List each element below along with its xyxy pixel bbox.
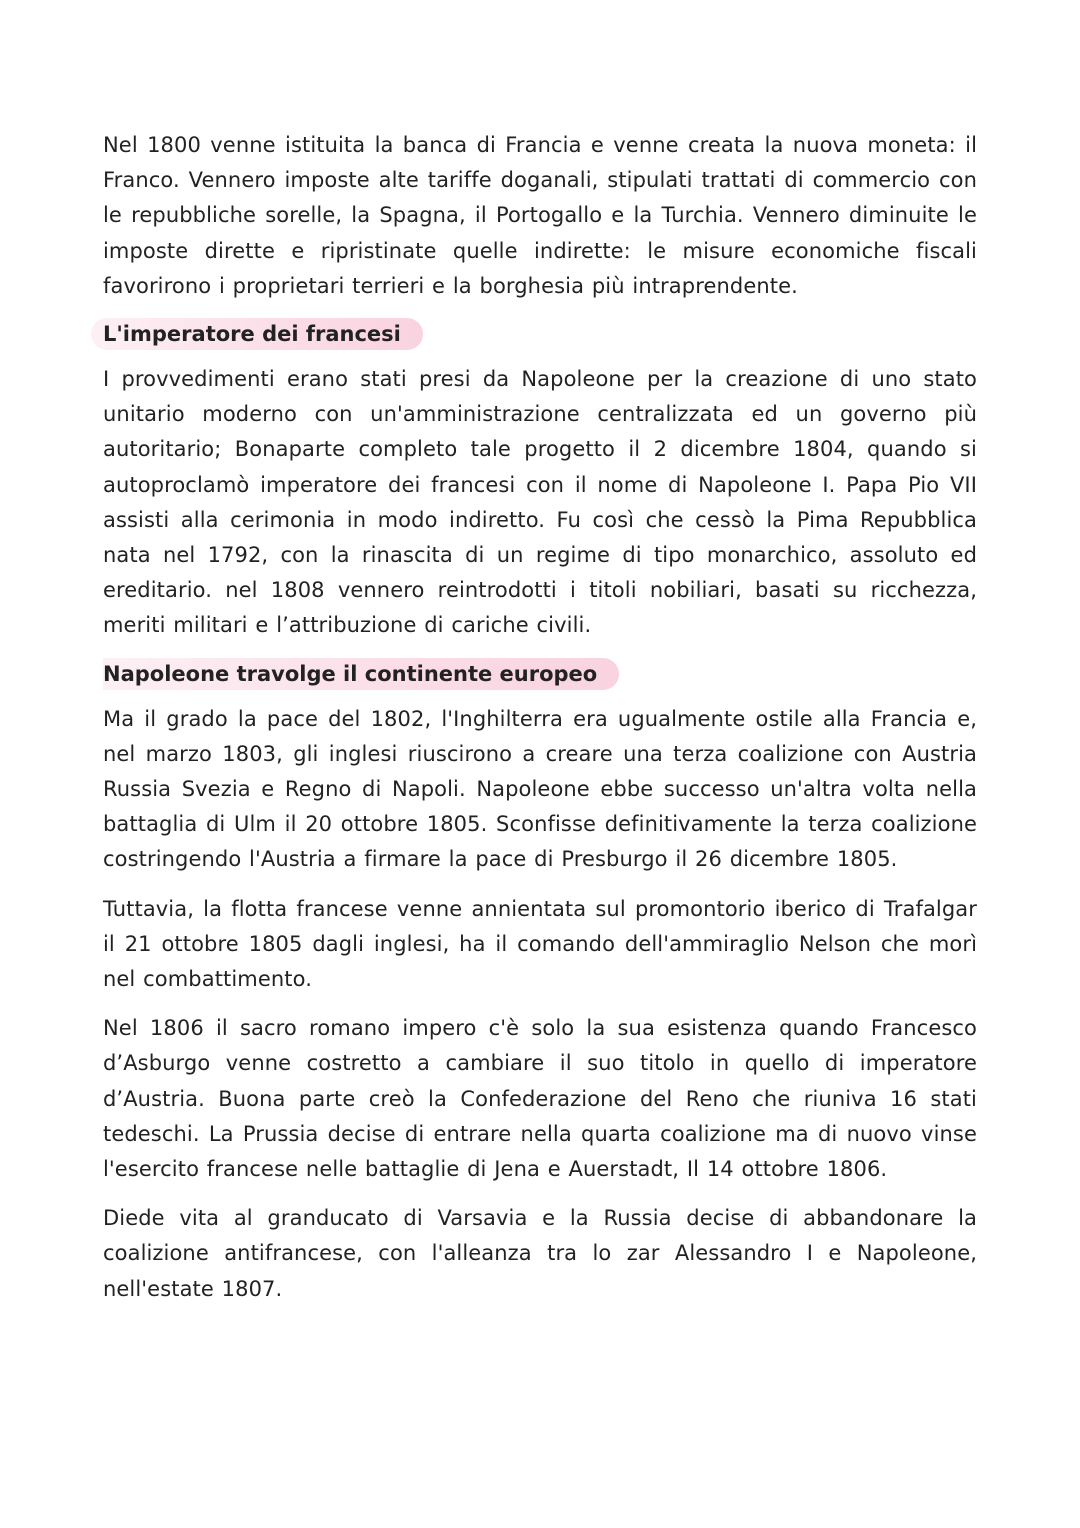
paragraph-sacro-romano-impero: Nel 1806 il sacro romano impero c'è solo la sua esistenza quando Francesco d’Asburgo venne costretto a cambiare il suo titolo in quello di imperatore d’Austria. Buona parte creò la Confederazione del Reno che riuniva 16 stati tedeschi. La Prussia decise di entrare nella quarta coalizione ma di nuovo vinse l'esercito francese nelle battaglie di Jena e Auerstadt, Il 14 ottobre 1806.: [103, 1016, 977, 1182]
section-heading-imperatore: L'imperatore dei francesi: [91, 318, 423, 350]
paragraph-trafalgar: Tuttavia, la flotta francese venne annientata sul promontorio iberico di Trafalgar il 21 ottobre 1805 dagli inglesi, ha il comando dell'ammiraglio Nelson che morì nel combattimento.: [103, 896, 977, 992]
paragraph-varsavia: Diede vita al granducato di Varsavia e la Russia decise di abbandonare la coalizione antifrancese, con l'alleanza tra lo zar Alessandro I e Napoleone, nell'estate 1807.: [103, 1206, 977, 1301]
section-heading-continente-europeo: Napoleone travolge il continente europeo: [103, 658, 619, 690]
paragraph-imperatore: I provvedimenti erano stati presi da Napoleone per la creazione di uno stato unitario moderno con un'amministrazione centralizzata ed un governo più autoritario; Bonaparte completo tale progetto il 2 dicembre 1804, quando si autoproclamò imperatore dei francesi con il nome di Napoleone I. Papa Pio VII assisti alla cerimonia in modo indiretto. Fu così che cessò la Pima Repubblica nata nel 1792, con la rinascita di un regime di tipo monarchico, assoluto ed ereditario. nel 1808 vennero reintrodotti i titoli nobiliari, basati su ricchezza, meriti militari e l’attribuzione di cariche civili.: [103, 367, 977, 638]
document-page: [103, 128, 977, 1307]
paragraph-banca-di-francia: Nel 1800 venne istituita la banca di Francia e venne creata la nuova moneta: il Franco. Vennero imposte alte tariffe doganali, stipulati trattati di commercio con le repubbliche sorelle, la Spagna, il Portogallo e la Turchia. Vennero diminuite le imposte dirette e ripristinate quelle indirette: le misure economiche fiscali favorirono i proprietari terrieri e la borghesia più intraprendente.: [103, 133, 977, 298]
paragraph-terza-coalizione: Ma il grado la pace del 1802, l'Inghilterra era ugualmente ostile alla Francia e, nel marzo 1803, gli inglesi riuscirono a creare una terza coalizione con Austria Russia Svezia e Regno di Napoli. Napoleone ebbe successo un'altra volta nella battaglia di Ulm il 20 ottobre 1805. Sconfisse definitivamente la terza coalizione costringendo l'Austria a firmare la pace di Presburgo il 26 dicembre 1805.: [103, 706, 977, 872]
